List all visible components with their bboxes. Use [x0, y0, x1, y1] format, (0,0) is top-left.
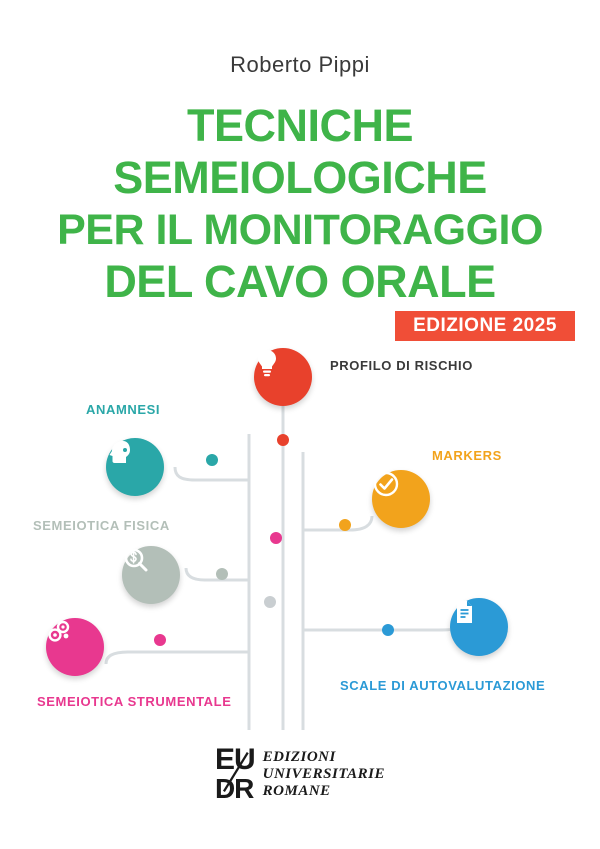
- label-semeiotica-strumentale: SEMEIOTICA STRUMENTALE: [37, 694, 232, 709]
- label-markers: MARKERS: [432, 448, 502, 463]
- publisher-monogram-bottom: DR: [214, 773, 254, 804]
- publisher-monogram-top: EU: [214, 743, 255, 776]
- label-anamnesi: ANAMNESI: [86, 402, 161, 417]
- node-semeiotica-strumentale[interactable]: [46, 618, 104, 676]
- infographic: [0, 330, 600, 750]
- publisher-logo: [0, 745, 600, 803]
- title-line-4: DEL CAVO ORALE: [104, 256, 496, 307]
- title-line-2: SEMEIOLOGICHE: [113, 152, 487, 203]
- publisher-name: [263, 749, 385, 800]
- title-line-3: PER IL MONITORAGGIO: [57, 206, 543, 254]
- edition-badge-label: EDIZIONE 2025: [413, 315, 557, 336]
- publisher-name-line-1: EDIZIONI: [262, 748, 336, 765]
- publisher-slash-icon: [214, 743, 257, 804]
- node-anamnesi[interactable]: [106, 438, 164, 496]
- label-semeiotica-fisica: SEMEIOTICA FISICA: [33, 518, 170, 533]
- publisher-name-line-3: ROMANE: [262, 782, 331, 799]
- node-markers[interactable]: [372, 470, 430, 528]
- publisher-monogram: [215, 745, 257, 803]
- label-scale-di-autovalutazione: SCALE DI AUTOVALUTAZIONE: [340, 678, 546, 693]
- author-name: Roberto Pippi: [230, 52, 370, 77]
- node-semeiotica-fisica[interactable]: [122, 546, 180, 604]
- node-scale-di-autovalutazione[interactable]: [450, 598, 508, 656]
- label-profilo-di-rischio: PROFILO DI RISCHIO: [330, 358, 473, 373]
- node-profilo-di-rischio[interactable]: [254, 348, 312, 406]
- title-line-1: TECNICHE: [186, 100, 413, 151]
- book-title: [0, 100, 600, 308]
- publisher-name-line-2: UNIVERSITARIE: [262, 765, 386, 782]
